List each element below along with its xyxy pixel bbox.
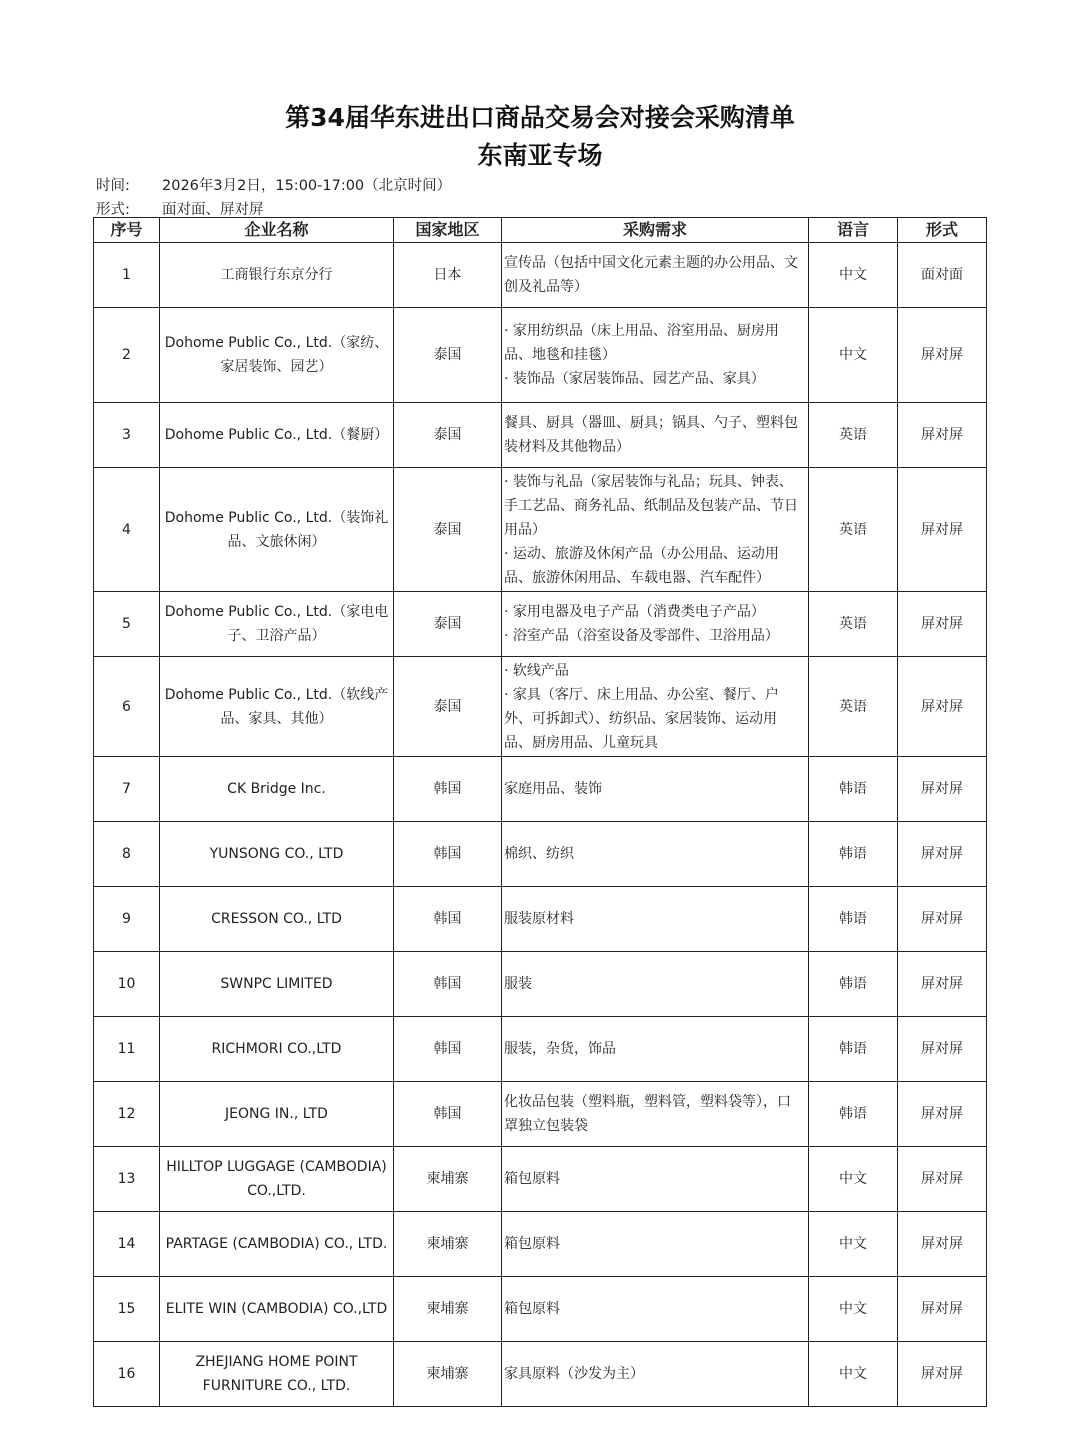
- company-name: CK Bridge Inc.: [160, 757, 394, 822]
- language: 中文: [809, 1212, 898, 1277]
- row-number: 6: [94, 657, 160, 757]
- company-name: CRESSON CO., LTD: [160, 887, 394, 952]
- language: 韩语: [809, 887, 898, 952]
- procurement-demand: [502, 308, 809, 403]
- procurement-demand: [502, 757, 809, 822]
- region: 柬埔寨: [394, 1277, 502, 1342]
- row-number: 1: [94, 243, 160, 308]
- company-name: Dohome Public Co., Ltd.（家纺、家居装饰、园艺）: [160, 308, 394, 403]
- meeting-mode: 屏对屏: [898, 1342, 987, 1407]
- region: 泰国: [394, 403, 502, 468]
- table-row: [94, 1277, 987, 1342]
- procurement-demand: [502, 243, 809, 308]
- demand-line: 服装原材料: [504, 911, 574, 927]
- row-number: 14: [94, 1212, 160, 1277]
- language: 中文: [809, 1147, 898, 1212]
- header-company: 企业名称: [160, 218, 394, 243]
- region: 韩国: [394, 822, 502, 887]
- demand-line: 家具原料（沙发为主）: [504, 1366, 644, 1382]
- region: 泰国: [394, 308, 502, 403]
- procurement-demand: [502, 468, 809, 592]
- row-number: 8: [94, 822, 160, 887]
- region: 泰国: [394, 592, 502, 657]
- row-number: 11: [94, 1017, 160, 1082]
- meeting-mode: 屏对屏: [898, 757, 987, 822]
- company-name: JEONG IN., LTD: [160, 1082, 394, 1147]
- row-number: 3: [94, 403, 160, 468]
- region: 韩国: [394, 952, 502, 1017]
- table-row: [94, 1212, 987, 1277]
- demand-line: · 装饰品（家居装饰品、园艺产品、家具）: [504, 371, 765, 387]
- demand-line: · 家具（客厅、床上用品、办公室、餐厅、户外、可拆卸式）、纺织品、家居装饰、运动用品、厨房用品、儿童玩具: [504, 686, 779, 751]
- header-region: 国家地区: [394, 218, 502, 243]
- table-row: [94, 822, 987, 887]
- region: 韩国: [394, 887, 502, 952]
- company-name: Dohome Public Co., Ltd.（软线产品、家具、其他）: [160, 657, 394, 757]
- demand-line: 箱包原料: [504, 1171, 560, 1187]
- demand-line: 家庭用品、装饰: [504, 781, 602, 797]
- region: 柬埔寨: [394, 1147, 502, 1212]
- company-name: ZHEJIANG HOME POINT FURNITURE CO., LTD.: [160, 1342, 394, 1407]
- language: 英语: [809, 657, 898, 757]
- region: 韩国: [394, 757, 502, 822]
- row-number: 15: [94, 1277, 160, 1342]
- meta-time-label: 时间:: [96, 178, 130, 194]
- demand-line: · 家用电器及电子产品（消费类电子产品）: [504, 604, 765, 620]
- demand-line: 宣传品（包括中国文化元素主题的办公用品、文创及礼品等）: [504, 255, 798, 295]
- demand-line: 棉织、纺织: [504, 846, 574, 862]
- procurement-demand: [502, 592, 809, 657]
- demand-line: 餐具、厨具（器皿、厨具；锅具、勺子、塑料包装材料及其他物品）: [504, 415, 798, 455]
- meeting-mode: 屏对屏: [898, 1147, 987, 1212]
- region: 韩国: [394, 1082, 502, 1147]
- language: 中文: [809, 308, 898, 403]
- procurement-demand: [502, 1017, 809, 1082]
- company-name: Dohome Public Co., Ltd.（餐厨）: [160, 403, 394, 468]
- meeting-mode: 屏对屏: [898, 468, 987, 592]
- meeting-mode: 屏对屏: [898, 1212, 987, 1277]
- table-row: [94, 757, 987, 822]
- demand-line: · 家用纺织品（床上用品、浴室用品、厨房用品、地毯和挂毯）: [504, 323, 779, 363]
- document-title: 第34届华东进出口商品交易会对接会采购清单: [285, 103, 795, 132]
- meeting-mode: 屏对屏: [898, 657, 987, 757]
- meta-format-value: 面对面、屏对屏: [162, 202, 264, 218]
- language: 韩语: [809, 822, 898, 887]
- table-row: [94, 657, 987, 757]
- region: 柬埔寨: [394, 1212, 502, 1277]
- procurement-demand: [502, 657, 809, 757]
- procurement-demand: [502, 952, 809, 1017]
- language: 韩语: [809, 1017, 898, 1082]
- meta-format-label: 形式:: [96, 202, 130, 218]
- region: 泰国: [394, 657, 502, 757]
- meeting-mode: 屏对屏: [898, 1277, 987, 1342]
- company-name: Dohome Public Co., Ltd.（家电电子、卫浴产品）: [160, 592, 394, 657]
- demand-line: · 浴室产品（浴室设备及零部件、卫浴用品）: [504, 628, 779, 644]
- region: 韩国: [394, 1017, 502, 1082]
- table-row: [94, 243, 987, 308]
- language: 韩语: [809, 1082, 898, 1147]
- region: 日本: [394, 243, 502, 308]
- row-number: 4: [94, 468, 160, 592]
- company-name: RICHMORI CO.,LTD: [160, 1017, 394, 1082]
- table-header-row: [94, 218, 987, 243]
- language: 英语: [809, 468, 898, 592]
- table-row: [94, 403, 987, 468]
- header-mode: 形式: [898, 218, 987, 243]
- table-row: [94, 1147, 987, 1212]
- demand-line: · 软线产品: [504, 662, 569, 679]
- meeting-mode: 屏对屏: [898, 403, 987, 468]
- header-language: 语言: [809, 218, 898, 243]
- procurement-demand: [502, 822, 809, 887]
- row-number: 9: [94, 887, 160, 952]
- language: 韩语: [809, 952, 898, 1017]
- procurement-table: [93, 217, 987, 1407]
- demand-line: 服装: [504, 976, 532, 992]
- meeting-mode: 屏对屏: [898, 592, 987, 657]
- meta-time-value: 2026年3月2日，15:00-17:00（北京时间）: [162, 178, 452, 194]
- language: 英语: [809, 592, 898, 657]
- demand-line: 箱包原料: [504, 1301, 560, 1317]
- company-name: 工商银行东京分行: [160, 243, 394, 308]
- row-number: 2: [94, 308, 160, 403]
- meeting-mode: 屏对屏: [898, 887, 987, 952]
- row-number: 16: [94, 1342, 160, 1407]
- header-no: 序号: [94, 218, 160, 243]
- row-number: 10: [94, 952, 160, 1017]
- company-name: Dohome Public Co., Ltd.（装饰礼品、文旅休闲）: [160, 468, 394, 592]
- document-subtitle: 东南亚专场: [477, 141, 603, 170]
- procurement-demand: [502, 1277, 809, 1342]
- meeting-mode: 屏对屏: [898, 822, 987, 887]
- procurement-demand: [502, 1212, 809, 1277]
- language: 中文: [809, 1277, 898, 1342]
- region: 柬埔寨: [394, 1342, 502, 1407]
- table-row: [94, 592, 987, 657]
- meta-format: [96, 198, 264, 219]
- row-number: 5: [94, 592, 160, 657]
- procurement-demand: [502, 1147, 809, 1212]
- row-number: 12: [94, 1082, 160, 1147]
- language: 英语: [809, 403, 898, 468]
- company-name: PARTAGE (CAMBODIA) CO., LTD.: [160, 1212, 394, 1277]
- language: 韩语: [809, 757, 898, 822]
- table-row: [94, 468, 987, 592]
- meta-time: [96, 174, 451, 195]
- demand-line: 服装，杂货，饰品: [504, 1041, 616, 1057]
- table-row: [94, 1017, 987, 1082]
- company-name: ELITE WIN (CAMBODIA) CO.,LTD: [160, 1277, 394, 1342]
- table-row: [94, 1342, 987, 1407]
- procurement-demand: [502, 1082, 809, 1147]
- header-demand: 采购需求: [502, 218, 809, 243]
- procurement-demand: [502, 403, 809, 468]
- company-name: YUNSONG CO., LTD: [160, 822, 394, 887]
- meeting-mode: 屏对屏: [898, 308, 987, 403]
- procurement-demand: [502, 887, 809, 952]
- table-row: [94, 952, 987, 1017]
- meeting-mode: 屏对屏: [898, 1082, 987, 1147]
- table-row: [94, 308, 987, 403]
- meeting-mode: 屏对屏: [898, 1017, 987, 1082]
- table-row: [94, 1082, 987, 1147]
- language: 中文: [809, 243, 898, 308]
- language: 中文: [809, 1342, 898, 1407]
- company-name: HILLTOP LUGGAGE (CAMBODIA) CO.,LTD.: [160, 1147, 394, 1212]
- row-number: 13: [94, 1147, 160, 1212]
- demand-line: 箱包原料: [504, 1236, 560, 1252]
- demand-line: 化妆品包装（塑料瓶，塑料管，塑料袋等），口罩独立包装袋: [504, 1094, 791, 1134]
- row-number: 7: [94, 757, 160, 822]
- company-name: SWNPC LIMITED: [160, 952, 394, 1017]
- meeting-mode: 面对面: [898, 243, 987, 308]
- region: 泰国: [394, 468, 502, 592]
- table-row: [94, 887, 987, 952]
- demand-line: · 运动、旅游及休闲产品（办公用品、运动用品、旅游休闲用品、车载电器、汽车配件）: [504, 545, 779, 586]
- procurement-demand: [502, 1342, 809, 1407]
- demand-line: · 装饰与礼品（家居装饰与礼品；玩具、钟表、手工艺品、商务礼品、纸制品及包装产品、节日用品）: [504, 473, 798, 538]
- meeting-mode: 屏对屏: [898, 952, 987, 1017]
